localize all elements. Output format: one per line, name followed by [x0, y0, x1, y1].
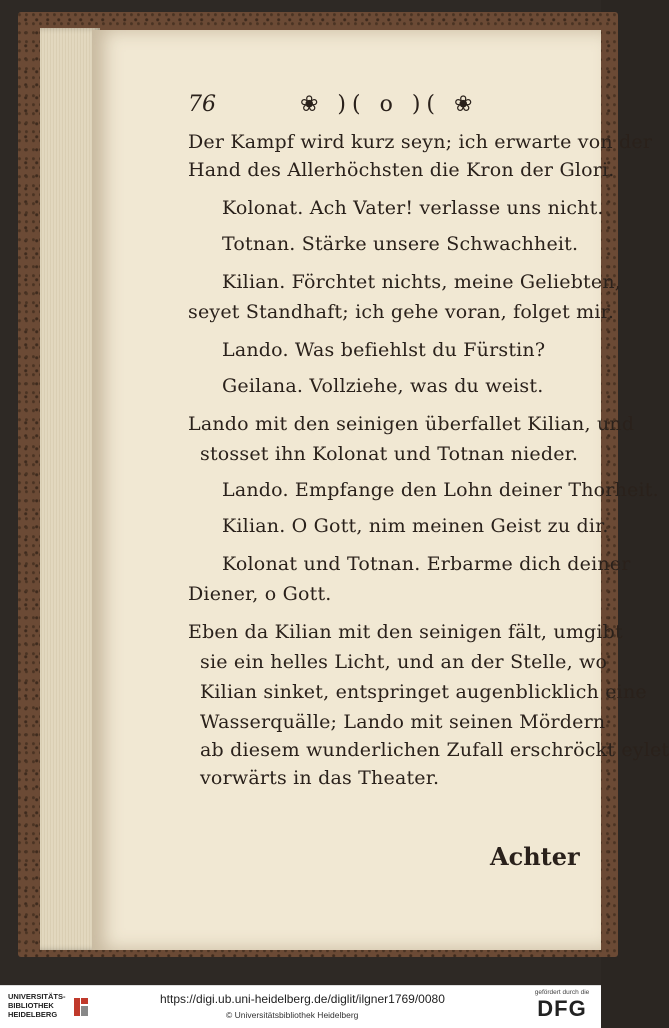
footer-bar [0, 985, 601, 1028]
text-line: Kilian. O Gott, nim meinen Geist zu dir. [222, 515, 609, 537]
text-line: Kolonat und Totnan. Erbarme dich deiner [222, 553, 631, 575]
text-line: Lando. Empfange den Lohn deiner Thorheit. [222, 479, 659, 501]
header-ornament: ❀ )( o )( ❀ [300, 92, 479, 117]
text-line: Kilian. Förchtet nichts, meine Geliebten, [222, 271, 622, 293]
text-line: Totnan. Stärke unsere Schwachheit. [222, 233, 579, 255]
text-line: Hand des Allerhöchsten die Kron der Glori. [188, 159, 615, 181]
text-line: Kilian sinket, entspringet augenblicklich eine [200, 681, 647, 703]
library-mark-icon [72, 996, 90, 1018]
text-line: Lando. Was befiehlst du Fürstin? [222, 339, 546, 361]
text-line: ab diesem wunderlichen Zufall erschröckt eylet [200, 739, 669, 761]
text-line: Kolonat. Ach Vater! verlasse uns nicht. [222, 197, 604, 219]
text-line: seyet Standhaft; ich gehe voran, folget mir. [188, 301, 615, 323]
funder-note: gefördert durch die [534, 989, 590, 996]
page-header [188, 92, 588, 122]
text-line: Eben da Kilian mit den seinigen fält, umgibt [188, 621, 623, 643]
copyright-text: © Universitätsbibliothek Heidelberg [226, 1010, 359, 1020]
catchword: Achter [490, 842, 580, 871]
page-text [92, 30, 669, 950]
library-logo[interactable] [8, 992, 148, 1022]
book-page [92, 30, 669, 950]
library-name: UNIVERSITÄTS- BIBLIOTHEK HEIDELBERG [8, 992, 66, 1019]
text-line: Geilana. Vollziehe, was du weist. [222, 375, 544, 397]
text-line: stosset ihn Kolonat und Totnan nieder. [200, 443, 579, 465]
text-line: sie ein helles Licht, und an der Stelle, wo [200, 651, 608, 673]
page-url-link[interactable]: https://digi.ub.uni-heidelberg.de/diglit/ilgner1769/0080 [160, 992, 445, 1006]
text-line: Wasserquälle; Lando mit seinen Mördern [200, 711, 606, 733]
page-number: 76 [188, 92, 216, 117]
text-line: Diener, o Gott. [188, 583, 332, 605]
dfg-logo[interactable] [528, 989, 596, 1025]
text-line: Der Kampf wird kurz seyn; ich erwarte von der [188, 131, 653, 153]
funder-name: DFG [537, 996, 587, 1021]
page-edges [40, 28, 100, 950]
text-line: vorwärts in das Theater. [200, 767, 440, 789]
text-line: Lando mit den seinigen überfallet Kilian, und [188, 413, 635, 435]
